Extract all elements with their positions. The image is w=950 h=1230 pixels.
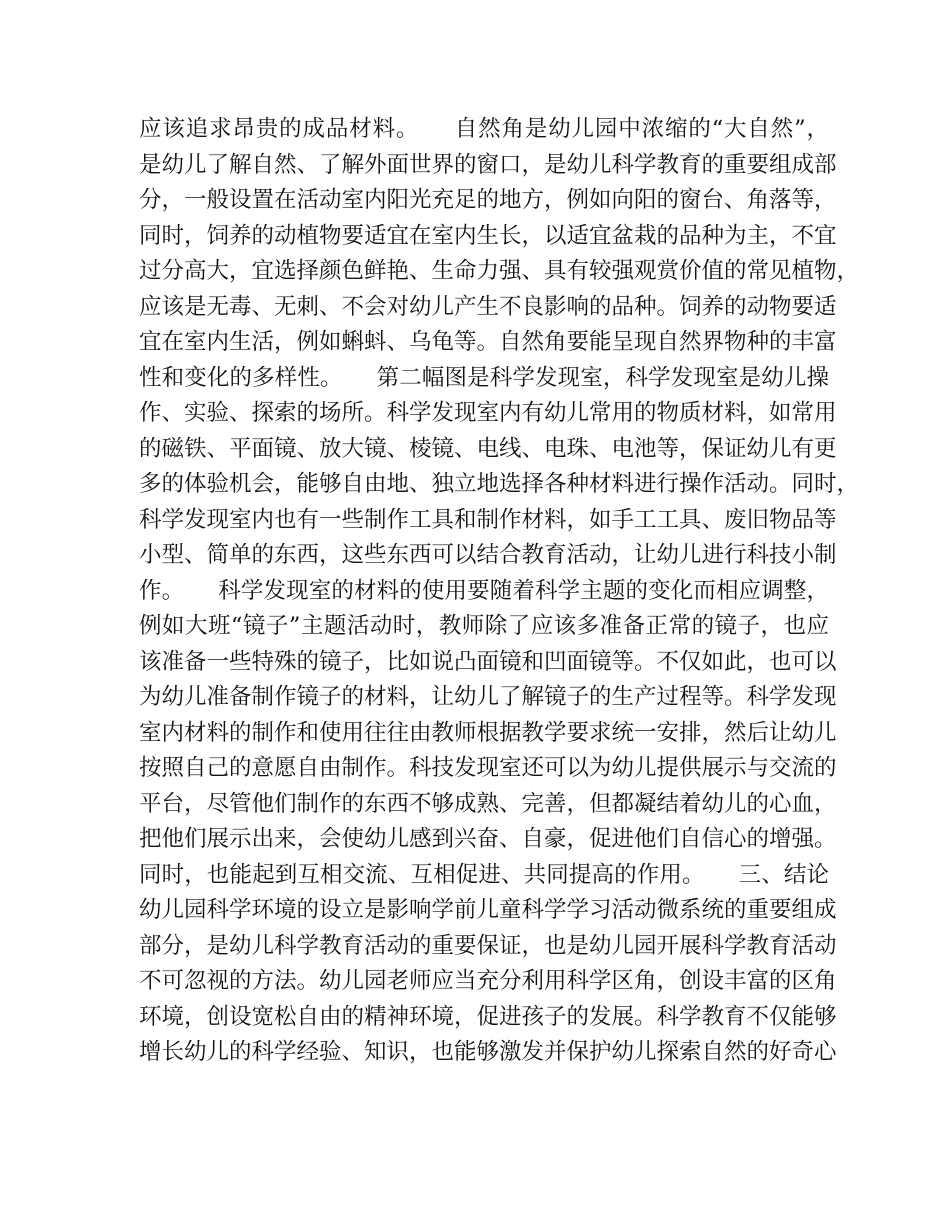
text-line: 室内材料的制作和使用往往由教师根据教学要求统一安排，然后让幼儿 [139, 719, 837, 746]
text-line: 同时，饲养的动植物要适宜在室内生长，以适宜盆栽的品种为主，不宜 [139, 222, 837, 249]
text-line: 把他们展示出来，会使幼儿感到兴奋、自豪，促进他们自信心的增强。 [139, 826, 837, 852]
text-line: 应该是无毒、无刺、不会对幼儿产生不良影响的品种。饲养的动物要适 [139, 293, 837, 320]
text-line: 应该追求昂贵的成品材料。 自然角是幼儿园中浓缩的“大自然”， [139, 116, 829, 142]
text-line: 小型、简单的东西，这些东西可以结合教育活动，让幼儿进行科技小制 [139, 542, 837, 568]
text-line: 同时，也能起到互相交流、互相促进、共同提高的作用。 三、结论 [139, 861, 829, 888]
text-line: 该准备一些特殊的镜子，比如说凸面镜和凹面镜等。不仅如此，也可以 [139, 648, 837, 675]
text-line: 部分，是幼儿科学教育活动的重要保证，也是幼儿园开展科学教育活动 [139, 932, 837, 959]
text-line: 多的体验机会，能够自由地、独立地选择各种材料进行操作活动。同时， [139, 471, 860, 497]
text-line: 为幼儿准备制作镜子的材料，让幼儿了解镜子的生产过程等。科学发现 [139, 684, 837, 710]
text-line: 作。 科学发现室的材料的使用要随着科学主题的变化而相应调整， [139, 577, 829, 604]
text-line: 平台，尽管他们制作的东西不够成熟、完善，但都凝结着幼儿的心血， [139, 790, 837, 817]
text-line: 环境，创设宽松自由的精神环境，促进孩子的发展。科学教育不仅能够 [139, 1003, 837, 1030]
text-line: 的磁铁、平面镜、放大镜、棱镜、电线、电珠、电池等，保证幼儿有更 [139, 435, 837, 462]
text-line: 分，一般设置在活动室内阳光充足的地方，例如向阳的窗台、角落等， [139, 187, 837, 213]
text-line: 作、实验、探索的场所。科学发现室内有幼儿常用的物质材料，如常用 [139, 400, 837, 426]
body-text [139, 112, 860, 1071]
text-line: 增长幼儿的科学经验、知识，也能够激发并保护幼儿探索自然的好奇心 [139, 1039, 837, 1065]
text-line: 是幼儿了解自然、了解外面世界的窗口，是幼儿科学教育的重要组成部 [139, 151, 837, 178]
text-line: 例如大班“镜子”主题活动时，教师除了应该多准备正常的镜子，也应 [139, 613, 829, 639]
text-line: 不可忽视的方法。幼儿园老师应当充分利用科学区角，创设丰富的区角 [139, 968, 837, 994]
text-line: 过分高大，宜选择颜色鲜艳、生命力强、具有较强观赏价值的常见植物， [139, 258, 860, 284]
text-line: 按照自己的意愿自由制作。科技发现室还可以为幼儿提供展示与交流的 [139, 755, 837, 781]
text-line: 宜在室内生活，例如蝌蚪、乌龟等。自然角要能呈现自然界物种的丰富 [139, 329, 837, 355]
text-line: 性和变化的多样性。 第二幅图是科学发现室，科学发现室是幼儿操 [139, 364, 829, 391]
text-line: 幼儿园科学环境的设立是影响学前儿童科学学习活动微系统的重要组成 [139, 897, 837, 923]
text-line: 科学发现室内也有一些制作工具和制作材料，如手工工具、废旧物品等 [139, 506, 837, 533]
